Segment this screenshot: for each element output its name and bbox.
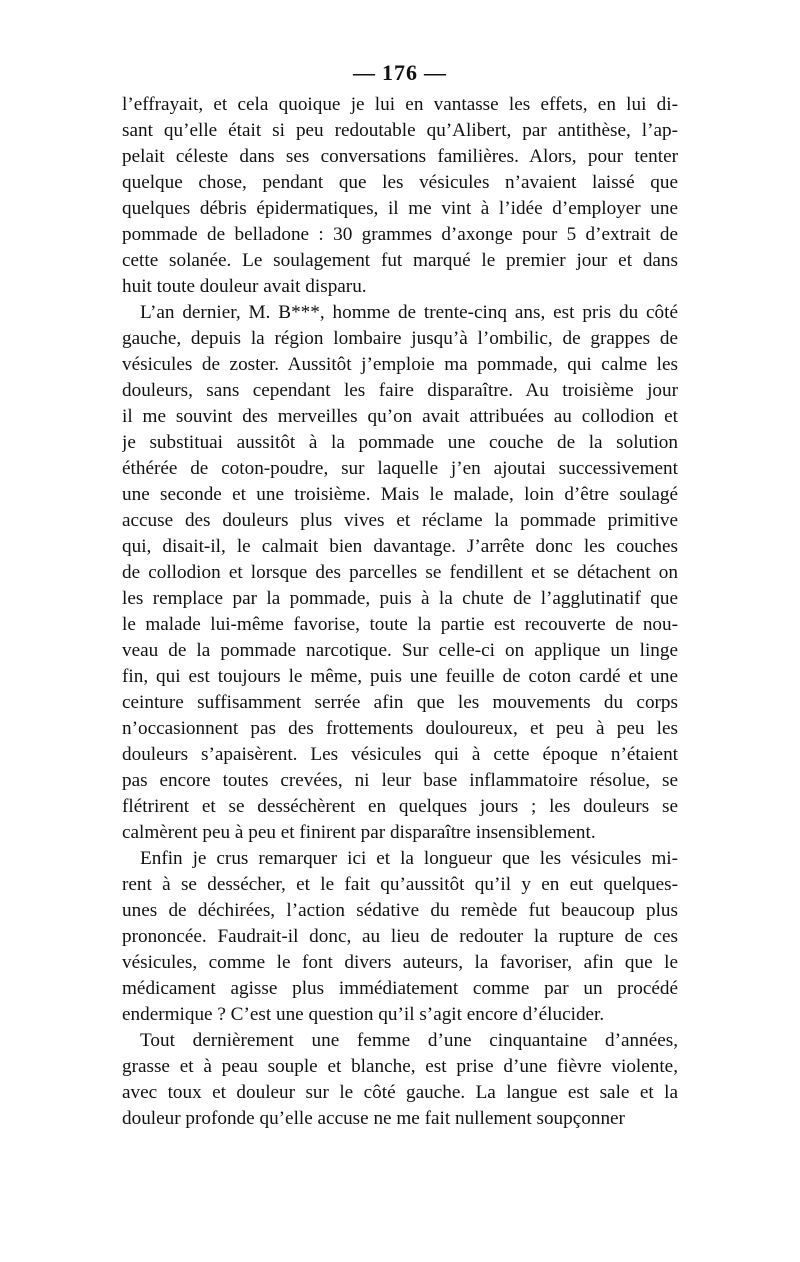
text-line: il me souvint des merveilles qu’on avait attribuées au collodion et <box>122 406 678 427</box>
text-line: vésicules, comme le font divers auteurs, la favoriser, afin que le <box>122 952 678 973</box>
text-line: médicament agisse plus immédiatement comme par un procédé <box>122 978 678 999</box>
text-line: vésicules de zoster. Aussitôt j’emploie ma pommade, qui calme les <box>122 354 678 375</box>
page-number-header <box>122 58 678 92</box>
text-line: avec toux et douleur sur le côté gauche. La langue est sale et la <box>122 1082 678 1103</box>
page-number: 176 <box>382 60 418 85</box>
text-line: n’occasionnent pas des frottements douloureux, et peu à peu les <box>122 718 678 739</box>
text-line: pelait céleste dans ses conversations familières. Alors, pour tenter <box>122 146 678 167</box>
text-line: gauche, depuis la région lombaire jusqu’à l’ombilic, de grappes de <box>122 328 678 349</box>
text-line: douleur profonde qu’elle accuse ne me fait nullement soupçonner <box>122 1108 625 1129</box>
text-line: de collodion et lorsque des parcelles se fendillent et se détachent on <box>122 562 678 583</box>
text-line: L’an dernier, M. B***, homme de trente-cinq ans, est pris du côté <box>140 302 678 323</box>
paragraph <box>122 300 678 846</box>
header-dash-right: — <box>424 60 447 85</box>
text-line: qui, disait-il, le calmait bien davantage. J’arrête donc les couches <box>122 536 678 557</box>
text-line: douleurs, sans cependant les faire disparaître. Au troisième jour <box>122 380 678 401</box>
text-line: ceinture suffisamment serrée afin que les mouvements du corps <box>122 692 678 713</box>
text-line: Tout dernièrement une femme d’une cinquantaine d’années, <box>140 1030 678 1051</box>
text-line: accuse des douleurs plus vives et réclame la pommade primitive <box>122 510 678 531</box>
text-line: sant qu’elle était si peu redoutable qu’Alibert, par antithèse, l’ap- <box>122 120 678 141</box>
text-line: unes de déchirées, l’action sédative du remède fut beaucoup plus <box>122 900 678 921</box>
text-line: rent à se dessécher, et le fait qu’aussitôt qu’il y en eut quelques- <box>122 874 678 895</box>
book-page <box>122 58 678 1132</box>
body-text <box>122 92 678 1132</box>
text-line: quelque chose, pendant que les vésicules n’avaient laissé que <box>122 172 678 193</box>
text-line: éthérée de coton-poudre, sur laquelle j’en ajoutai successivement <box>122 458 678 479</box>
text-line: fin, qui est toujours le même, puis une feuille de coton cardé et une <box>122 666 678 687</box>
text-line: veau de la pommade narcotique. Sur celle-ci on applique un linge <box>122 640 678 661</box>
text-line: calmèrent peu à peu et finirent par disparaître insensiblement. <box>122 822 596 843</box>
text-line: Enfin je crus remarquer ici et la longueur que les vésicules mi- <box>140 848 678 869</box>
text-line: une seconde et une troisième. Mais le malade, loin d’être soulagé <box>122 484 678 505</box>
text-line: le malade lui-même favorise, toute la partie est recouverte de nou- <box>122 614 678 635</box>
text-line: flétrirent et se desséchèrent en quelques jours ; les douleurs se <box>122 796 678 817</box>
text-line: pommade de belladone : 30 grammes d’axonge pour 5 d’extrait de <box>122 224 678 245</box>
text-line: pas encore toutes crevées, ni leur base inflammatoire résolue, se <box>122 770 678 791</box>
text-line: l’effrayait, et cela quoique je lui en vantasse les effets, en lui di- <box>122 94 678 115</box>
header-dash-left: — <box>353 60 376 85</box>
text-line: quelques débris épidermatiques, il me vint à l’idée d’employer une <box>122 198 678 219</box>
text-line: cette solanée. Le soulagement fut marqué le premier jour et dans <box>122 250 678 271</box>
text-line: grasse et à peau souple et blanche, est prise d’une fièvre violente, <box>122 1056 678 1077</box>
text-line: endermique ? C’est une question qu’il s’agit encore d’élucider. <box>122 1004 605 1025</box>
paragraph <box>122 846 678 1028</box>
text-line: douleurs s’apaisèrent. Les vésicules qui à cette époque n’étaient <box>122 744 678 765</box>
paragraph <box>122 92 678 300</box>
text-line: les remplace par la pommade, puis à la chute de l’agglutinatif que <box>122 588 678 609</box>
text-line: prononcée. Faudrait-il donc, au lieu de redouter la rupture de ces <box>122 926 678 947</box>
text-line: je substituai aussitôt à la pommade une couche de la solution <box>122 432 678 453</box>
paragraph <box>122 1028 678 1132</box>
text-line: huit toute douleur avait disparu. <box>122 276 367 297</box>
